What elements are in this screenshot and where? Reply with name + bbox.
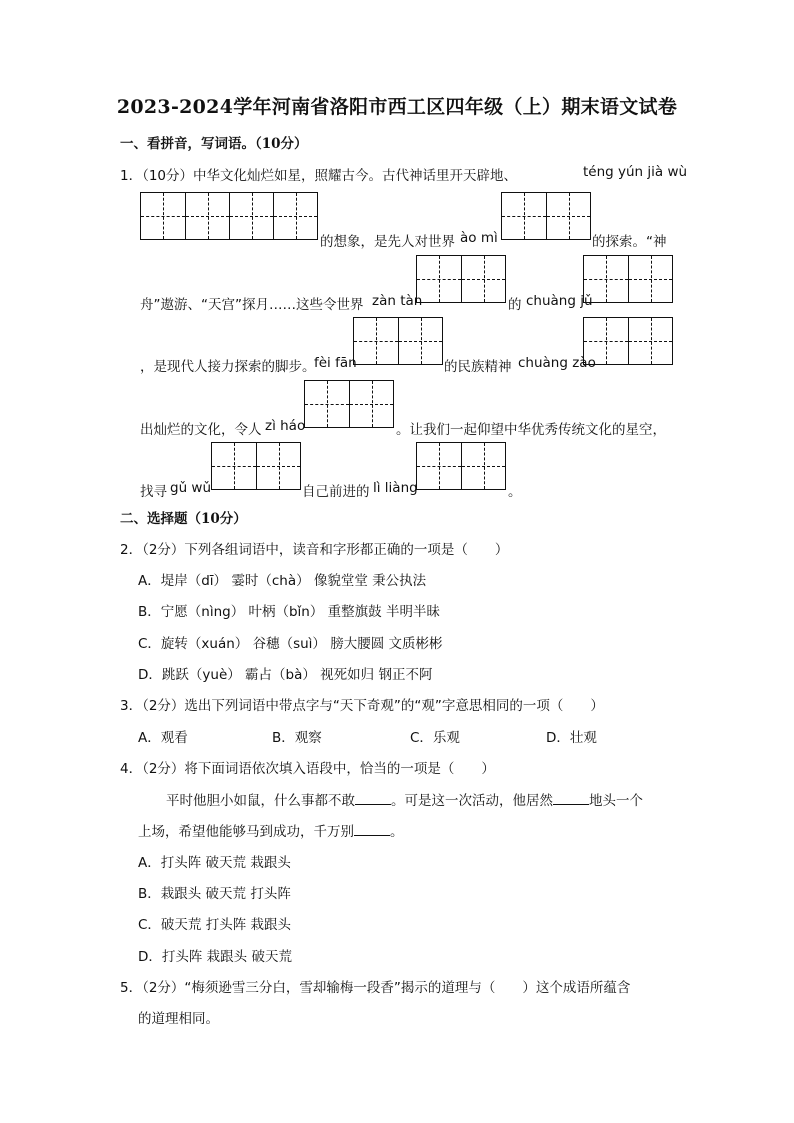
q2-option-d[interactable]: D．跳跃（yuè） 霸占（bà） 视死如归 钢正不阿	[138, 667, 433, 683]
section-heading-1: 一、看拼音，写词语。（10分）	[120, 136, 308, 152]
q3-stem: 3．（2分）选出下列词语中带点字与“天下奇观”的“观”字意思相同的一项（ ）	[120, 698, 604, 714]
q1-pinyin-7: zì háo	[265, 418, 306, 434]
q1-answer-box-6[interactable]	[583, 317, 673, 365]
q4-blank-3[interactable]	[354, 821, 390, 836]
q2-option-a[interactable]: A．堤岸（dī） 霎时（chà） 像貌堂堂 秉公执法	[138, 573, 427, 589]
q4-option-b[interactable]: B．栽跟头 破天荒 打头阵	[138, 886, 291, 902]
q5-stem-line2: 的道理相同。	[138, 1011, 219, 1027]
page-title: 2023-2024学年河南省洛阳市西工区四年级（上）期末语文试卷	[116, 96, 678, 118]
q1-text-a: 的想象，是先人对世界	[320, 234, 455, 250]
q1-pinyin-9: lì liàng	[373, 480, 418, 496]
q2-option-c[interactable]: C．旋转（xuán） 谷穗（suì） 膀大腰圆 文质彬彬	[138, 636, 443, 652]
q4-blank-1[interactable]	[355, 790, 391, 805]
q1-text-i: 找寻	[140, 484, 167, 500]
q1-answer-box-5[interactable]	[353, 317, 443, 365]
q1-pinyin-8: gǔ wǔ	[170, 480, 212, 496]
q1-text-d: 的	[508, 297, 522, 313]
q3-option-a[interactable]: A．观看	[138, 730, 188, 746]
q3-option-c[interactable]: C．乐观	[410, 730, 460, 746]
q4-blank-2[interactable]	[553, 790, 589, 805]
q1-line1: 1．（10分）中华文化灿烂如星，照耀古今。古代神话里开天辟地、	[120, 168, 518, 184]
q1-text-h: 。让我们一起仰望中华优秀传统文化的星空，	[396, 422, 666, 438]
q1-answer-box-8[interactable]	[211, 442, 301, 490]
q3-option-d[interactable]: D．壮观	[546, 730, 597, 746]
q1-answer-box-2[interactable]	[501, 192, 591, 240]
q4-paragraph-line2: 上场，希望他能够马到成功，千万别 。	[138, 820, 404, 840]
section-heading-2: 二、选择题（10分）	[120, 511, 247, 527]
q1-text-k: 。	[508, 484, 522, 500]
q2-stem: 2．（2分）下列各组词语中，读音和字形都正确的一项是（ ）	[120, 542, 509, 558]
q1-answer-box-3[interactable]	[416, 255, 506, 303]
q1-pinyin-2: ào mì	[460, 230, 498, 246]
q1-text-j: 自己前进的	[302, 484, 370, 500]
q1-text-b: 的探索。“神	[592, 234, 667, 250]
q4-option-c[interactable]: C．破天荒 打头阵 栽跟头	[138, 917, 292, 933]
q1-pinyin-5: fèi fān	[314, 355, 357, 371]
q1-pinyin-1: téng yún jià wù	[583, 164, 688, 180]
q1-text-f: 的民族精神	[444, 359, 512, 375]
q1-answer-box-4[interactable]	[583, 255, 673, 303]
q1-text-g: 出灿烂的文化，令人	[140, 422, 262, 438]
q1-pinyin-6: chuàng zào	[518, 355, 596, 371]
q1-answer-box-7[interactable]	[304, 380, 394, 428]
q1-answer-box-1[interactable]	[140, 192, 318, 240]
q5-stem-line1: 5．（2分）“梅须逊雪三分白，雪却输梅一段香”揭示的道理与（ ）这个成语所蕴含	[120, 980, 631, 996]
q1-text-c: 舟”遨游、“天宫”探月……这些令世界	[140, 297, 364, 313]
q3-option-b[interactable]: B．观察	[272, 730, 322, 746]
q2-option-b[interactable]: B．宁愿（nìng） 叶柄（bǐn） 重整旗鼓 半明半昧	[138, 604, 440, 620]
q1-pinyin-4: chuàng jǔ	[526, 293, 593, 309]
q1-text-e: ，是现代人接力探索的脚步。	[140, 359, 316, 375]
q4-option-a[interactable]: A．打头阵 破天荒 栽跟头	[138, 855, 291, 871]
q4-stem: 4．（2分）将下面词语依次填入语段中，恰当的一项是（ ）	[120, 761, 495, 777]
q4-paragraph-line1: 平时他胆小如鼠，什么事都不敢 。可是这一次活动，他居然 地头一个	[166, 789, 643, 809]
q4-option-d[interactable]: D．打头阵 栽跟头 破天荒	[138, 949, 292, 965]
q1-pinyin-3: zàn tàn	[372, 293, 423, 309]
q1-answer-box-9[interactable]	[416, 442, 506, 490]
